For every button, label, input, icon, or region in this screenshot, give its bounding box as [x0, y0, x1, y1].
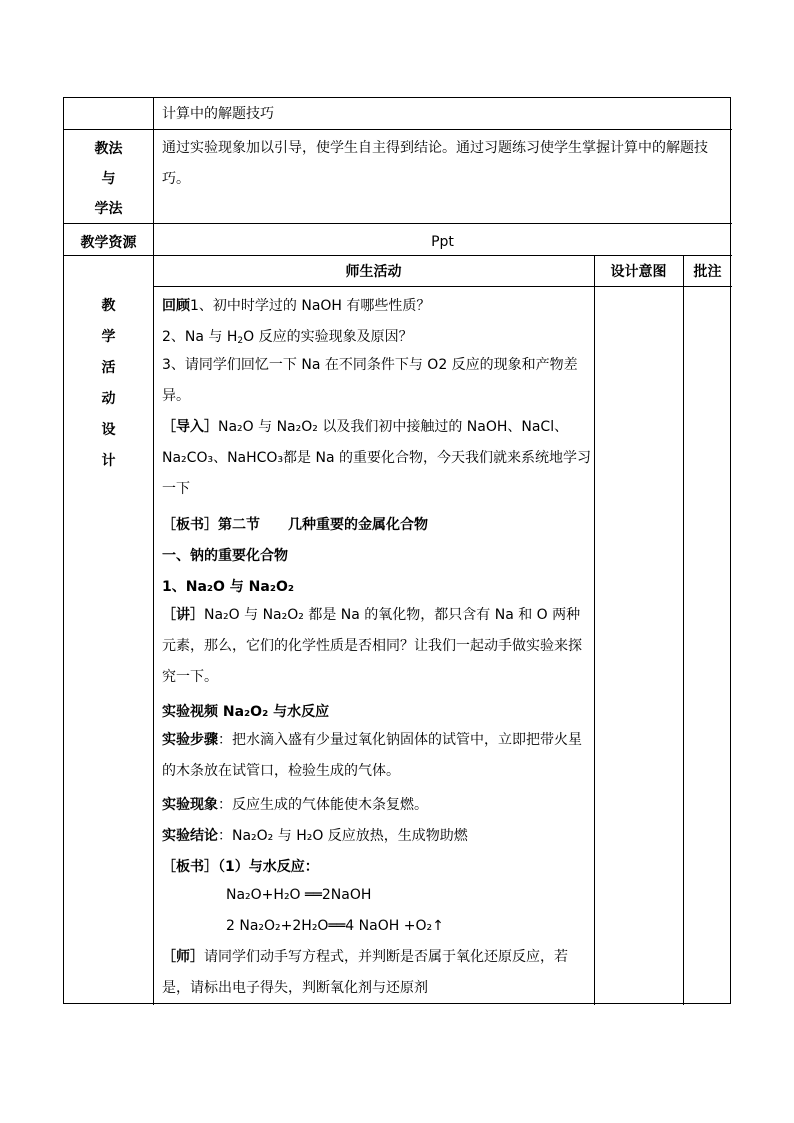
row-divider	[64, 223, 732, 224]
conclusion-body: ：Na₂O₂ 与 H₂O 反应放热，生成物助燃	[218, 828, 468, 844]
review-line	[162, 295, 430, 315]
section-heading: 一、钠的重要化合物	[162, 548, 288, 564]
teacher-tag: ［师］	[162, 949, 204, 965]
column-divider	[683, 255, 684, 1005]
phenomenon-body: ：反应生成的气体能使木条复燃。	[218, 797, 428, 813]
conclusion-label: 实验结论	[162, 828, 218, 844]
steps-label: 实验步骤	[162, 732, 218, 748]
question-2-b: O 反应的实验现象及原因？	[243, 329, 413, 345]
activity-label-char: 动	[101, 391, 116, 407]
header-intent: 设计意图	[610, 264, 667, 280]
teacher-body: 请同学们动手写方程式，并判断是否属于氧化还原反应，若是，请标出电子得失，判断氧化剂与还原剂	[162, 949, 568, 996]
steps-body: ：把水滴入盛有少量过氧化钠固体的试管中，立即把带火星的木条放在试管口，检验生成的气体。	[162, 732, 582, 779]
activity-label-char: 学	[101, 329, 116, 345]
method-text: 通过实验现象加以引导，使学生自主得到结论。通过习题练习使学生掌握计算中的解题技巧。	[162, 140, 708, 187]
subsection-heading: 1、Na₂O 与 Na₂O₂	[162, 579, 295, 595]
review-label: 回顾	[162, 298, 190, 314]
header-activity: 师生活动	[345, 264, 402, 280]
question-3: 3、请同学们回忆一下 Na 在不同条件下与 O2 反应的现象和产物差异。	[162, 357, 578, 404]
activity-label-char: 活	[101, 360, 116, 376]
steps-paragraph	[162, 725, 592, 787]
conclusion-line	[162, 825, 468, 845]
row-divider	[153, 286, 732, 287]
lecture-paragraph	[162, 600, 592, 693]
board-reaction-heading: ［板书］（1）与水反应：	[162, 859, 319, 875]
activity-label-char: 教	[101, 298, 116, 314]
question-2-a: 2、Na 与 H	[162, 329, 238, 345]
method-label-1: 教法	[94, 141, 123, 157]
header-notes: 批注	[693, 264, 722, 280]
question-2-sub: 2	[237, 336, 244, 346]
method-label-3: 学法	[94, 201, 123, 217]
video-heading: 实验视频 Na₂O₂ 与水反应	[162, 704, 330, 720]
phenomenon-label: 实验现象	[162, 797, 218, 813]
row-divider	[64, 129, 732, 130]
board-heading: ［板书］第二节 几种重要的金属化合物	[162, 517, 428, 533]
intro-text: 计算中的解题技巧	[162, 106, 274, 122]
equation-1: Na₂O+H₂O ══2NaOH	[226, 887, 372, 903]
activity-label-char: 计	[101, 453, 116, 469]
lesson-plan-table	[63, 97, 731, 1004]
method-label-2: 与	[101, 171, 116, 187]
question-2	[162, 326, 413, 346]
phenomenon-line	[162, 794, 428, 814]
review-text: 1、初中时学过的 NaOH 有哪些性质？	[190, 298, 431, 314]
intro-tag: ［导入］	[162, 419, 218, 435]
intro-paragraph	[162, 412, 592, 505]
resource-value: Ppt	[431, 234, 454, 250]
activity-label-char: 设	[101, 422, 116, 438]
intro-body: Na₂O 与 Na₂O₂ 以及我们初中接触过的 NaOH、NaCl、Na₂CO₃、NaHCO₃都是 Na 的重要化合物，今天我们就来系统地学习一下	[162, 419, 592, 497]
lecture-tag: ［讲］	[162, 607, 204, 623]
lecture-body: Na₂O 与 Na₂O₂ 都是 Na 的氧化物，都只含有 Na 和 O 两种元素，那么，它们的化学性质是否相同？让我们一起动手做实验来探究一下。	[162, 607, 582, 685]
column-divider	[594, 255, 595, 1005]
row-divider	[64, 255, 732, 256]
resource-label: 教学资源	[80, 235, 137, 251]
teacher-paragraph	[162, 942, 592, 1004]
equation-2: 2 Na₂O₂+2H₂O══4 NaOH +O₂↑	[226, 918, 444, 934]
